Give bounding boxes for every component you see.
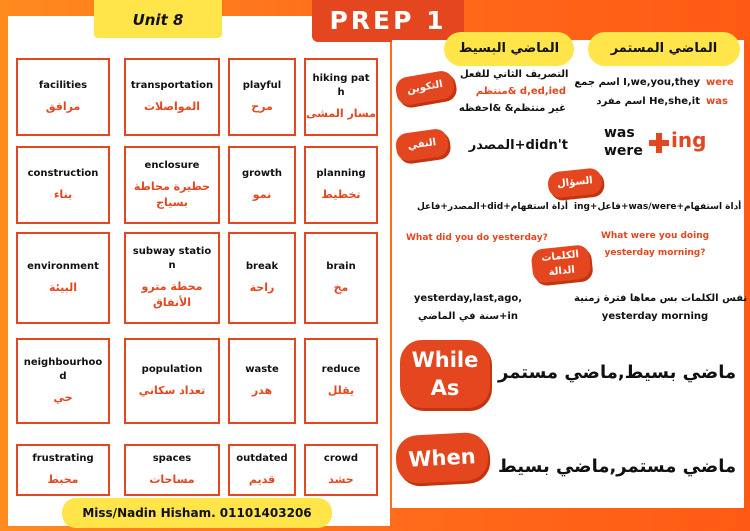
vocab-english: outdated — [236, 453, 288, 464]
vocab-card — [124, 338, 220, 424]
vocab-card — [124, 58, 220, 136]
vocab-english: transportation — [130, 80, 214, 91]
vocab-arabic: مرافق — [45, 100, 81, 113]
vocab-arabic: حي — [53, 391, 73, 404]
vocab-arabic: حظيرة محاطة بسياج — [133, 180, 211, 209]
when-box: When — [395, 432, 489, 485]
vocab-card — [228, 146, 296, 224]
vocab-card — [304, 58, 378, 136]
while-as-box: While As — [400, 340, 490, 408]
vocab-card — [16, 58, 110, 136]
vocab-arabic: حشد — [328, 473, 354, 486]
vocab-arabic: مساحات — [149, 473, 195, 486]
form-ps-line-2: منتظم& d,ed,ied — [475, 86, 566, 97]
vocab-arabic: نمو — [252, 188, 272, 201]
vocab-card — [16, 146, 110, 224]
vocab-card — [124, 232, 220, 324]
vocab-arabic: مخ — [333, 281, 349, 294]
teacher-contact: Miss/Nadin Hisham. 01101403206 — [62, 498, 332, 528]
vocab-english: brain — [326, 261, 356, 272]
vocab-arabic: مسار المشى — [306, 107, 376, 120]
vocab-arabic: يقلل — [327, 384, 355, 397]
form-pc-plural: اسم جمع I,we,you,they — [574, 77, 700, 88]
vocab-arabic: محبط — [47, 473, 79, 486]
vocab-arabic: مرح — [251, 100, 273, 113]
form-pc-singular: اسم مفرد He,she,it — [596, 96, 700, 107]
vocab-english: planning — [316, 168, 366, 179]
vocab-arabic: بناء — [53, 188, 73, 201]
vocab-english: subway station — [132, 246, 212, 271]
vocab-english: crowd — [323, 453, 359, 464]
vocab-card — [16, 444, 110, 496]
vocab-english: environment — [27, 261, 99, 272]
past-simple-header: الماضي البسيط — [444, 32, 574, 66]
prep-title: PREP 1 — [312, 0, 464, 42]
vocab-card — [124, 444, 220, 496]
question-ps: المصدر+فاعل+did+أداة استفهام — [416, 202, 568, 212]
vocab-english: playful — [242, 80, 282, 91]
keywords-ps-line-2: سنة في الماضي+in — [418, 311, 518, 322]
vocab-english: frustrating — [32, 453, 94, 464]
vocab-card — [228, 58, 296, 136]
keywords-pc-line-2: yesterday morning — [601, 311, 709, 322]
negative-ps: المصدر+didn't — [468, 138, 568, 153]
vocab-english: facilities — [38, 80, 88, 91]
past-continuous-header: الماضي المستمر — [588, 32, 740, 66]
negative-label: النفي — [394, 128, 449, 163]
vocab-card — [228, 232, 296, 324]
vocab-english: growth — [241, 168, 283, 179]
while-as-rule: ماضي بسيط,ماضي مستمر — [498, 362, 737, 383]
keywords-pc-line-1: نفس الكلمات بس معاها فترة زمنية — [574, 293, 748, 304]
vocab-english: hiking path — [312, 73, 370, 98]
vocab-arabic: تخطيط — [321, 188, 361, 201]
vocab-english: spaces — [152, 453, 192, 464]
was-were-words: was were — [604, 125, 643, 159]
vocab-arabic: راحة — [249, 281, 275, 294]
plus-icon — [648, 132, 670, 154]
vocab-english: construction — [27, 168, 99, 179]
vocab-card — [16, 338, 110, 424]
vocab-english: enclosure — [144, 160, 200, 171]
vocab-arabic: تعداد سكاني — [138, 384, 206, 397]
was-word: was — [706, 96, 728, 107]
vocab-arabic: هدر — [251, 384, 273, 397]
vocab-english: population — [141, 364, 203, 375]
vocab-card — [124, 146, 220, 224]
form-ps-line-3: غير منتظم& &احفظه — [458, 103, 566, 114]
vocab-english: break — [245, 261, 279, 272]
form-ps-line-1: التصريف الثاني للفعل — [460, 69, 569, 80]
vocab-english: neighbourhood — [23, 357, 103, 382]
vocab-english: reduce — [321, 364, 361, 375]
vocab-arabic: البيئة — [48, 281, 78, 294]
were-word: were — [706, 77, 734, 88]
vocab-card — [304, 232, 378, 324]
example-ps: What did you do yesterday? — [406, 233, 548, 243]
keywords-ps-line-1: yesterday,last,ago, — [413, 293, 523, 304]
keywords-label: الكلمات الدالة — [530, 244, 591, 284]
when-rule: ماضي مستمر,ماضي بسيط — [498, 456, 737, 477]
vocab-card — [16, 232, 110, 324]
vocab-arabic: محطة مترو الأنفاق — [141, 280, 203, 309]
vocab-english: waste — [245, 364, 279, 375]
form-label: التكوين — [394, 69, 456, 107]
unit-label: Unit 8 — [94, 0, 222, 38]
vocab-card — [304, 146, 378, 224]
ing-suffix: ing — [671, 128, 707, 152]
vocab-card — [304, 444, 378, 496]
example-pc: What were you doing yesterday morning? — [600, 231, 710, 258]
vocab-arabic: قديم — [248, 473, 276, 486]
vocab-arabic: المواصلات — [144, 100, 200, 113]
vocab-card — [228, 338, 296, 424]
vocab-card — [228, 444, 296, 496]
vocab-card — [304, 338, 378, 424]
question-pc: ing+فاعل+was/were+أداة استفهام — [574, 202, 742, 212]
question-label: السؤال — [547, 167, 603, 199]
